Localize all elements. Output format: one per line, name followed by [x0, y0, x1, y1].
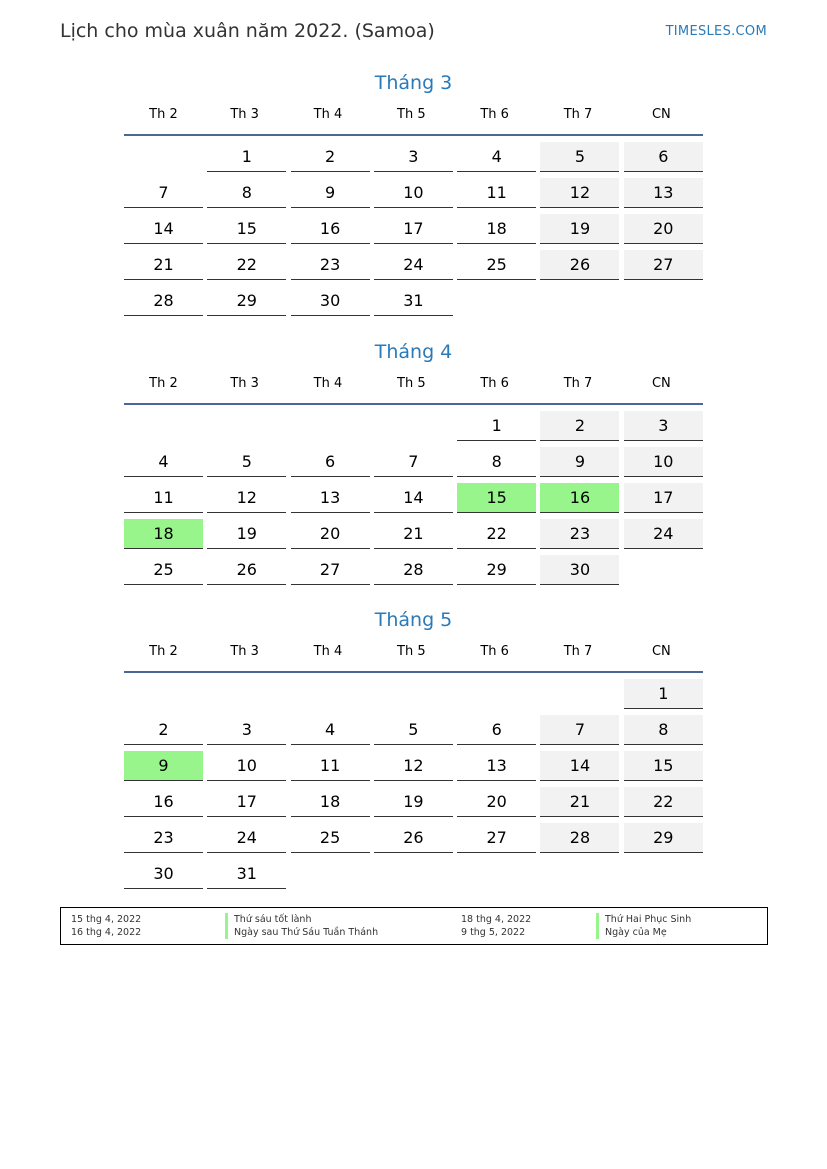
day-cell[interactable]: 26 [540, 250, 619, 280]
weekday-label: Th 4 [313, 644, 343, 659]
empty-cell [124, 679, 203, 709]
day-cell[interactable]: 18 [291, 787, 370, 817]
legend-date: 9 thg 5, 2022 [461, 927, 526, 938]
holiday-day-cell[interactable]: 9 [124, 751, 203, 781]
day-cell[interactable]: 3 [624, 411, 703, 441]
day-cell[interactable]: 24 [624, 519, 703, 549]
day-cell[interactable]: 11 [457, 178, 536, 208]
weekday-label: Th 3 [230, 107, 259, 122]
weekday-label: Th 7 [563, 376, 593, 391]
day-cell[interactable]: 8 [624, 715, 703, 745]
month-title: Tháng 3 [374, 72, 453, 94]
month-april [124, 337, 703, 585]
weekday-label: Th 7 [563, 644, 593, 659]
day-cell[interactable]: 4 [291, 715, 370, 745]
day-cell[interactable]: 13 [624, 178, 703, 208]
day-cell[interactable]: 13 [457, 751, 536, 781]
holiday-day-cell[interactable]: 18 [124, 519, 203, 549]
day-cell[interactable]: 19 [540, 214, 619, 244]
day-cell[interactable]: 22 [624, 787, 703, 817]
weekday-header [124, 98, 703, 136]
day-cell[interactable]: 9 [540, 447, 619, 477]
day-cell[interactable]: 17 [374, 214, 453, 244]
legend-holiday-name: Thứ Hai Phục Sinh [596, 913, 691, 926]
empty-cell [374, 411, 453, 441]
day-cell[interactable]: 28 [540, 823, 619, 853]
day-cell[interactable]: 16 [291, 214, 370, 244]
day-cell[interactable]: 14 [540, 751, 619, 781]
day-cell[interactable]: 8 [207, 178, 286, 208]
day-cell[interactable]: 14 [124, 214, 203, 244]
weekday-label: Th 6 [480, 107, 509, 122]
month-title: Tháng 4 [374, 341, 453, 363]
day-cell[interactable]: 6 [624, 142, 703, 172]
month-title: Tháng 5 [374, 609, 453, 631]
day-cell[interactable]: 19 [207, 519, 286, 549]
day-cell[interactable]: 30 [291, 286, 370, 316]
empty-cell [207, 411, 286, 441]
weekday-label: Th 5 [397, 376, 426, 391]
weekday-label: Th 5 [397, 644, 426, 659]
legend-holiday-name: Ngày của Mẹ [596, 926, 691, 939]
day-cell[interactable]: 31 [207, 859, 286, 889]
weekday-label: Th 2 [149, 376, 178, 391]
empty-cell [291, 679, 370, 709]
day-cell[interactable]: 25 [457, 250, 536, 280]
day-cell[interactable]: 24 [374, 250, 453, 280]
day-cell[interactable]: 4 [124, 447, 203, 477]
weekday-label: Th 3 [230, 644, 259, 659]
month-grid [124, 142, 703, 316]
day-cell[interactable]: 6 [457, 715, 536, 745]
empty-cell [124, 142, 203, 172]
month-grid [124, 411, 703, 585]
weekday-label: Th 7 [563, 107, 593, 122]
day-cell[interactable]: 7 [124, 178, 203, 208]
legend-dates-left [71, 913, 141, 939]
day-cell[interactable]: 11 [291, 751, 370, 781]
weekday-label: Th 4 [313, 107, 343, 122]
day-cell[interactable]: 21 [374, 519, 453, 549]
day-cell[interactable]: 21 [124, 250, 203, 280]
day-cell[interactable]: 20 [624, 214, 703, 244]
weekday-label: CN [651, 644, 671, 659]
legend-date: 15 thg 4, 2022 [71, 914, 142, 925]
day-cell[interactable]: 23 [540, 519, 619, 549]
day-cell[interactable]: 25 [124, 555, 203, 585]
legend-holiday-name: Thứ sáu tốt lành [225, 913, 378, 926]
empty-cell [207, 679, 286, 709]
legend-names-right [596, 913, 691, 939]
day-cell[interactable]: 7 [374, 447, 453, 477]
day-cell[interactable]: 21 [540, 787, 619, 817]
day-cell[interactable]: 28 [374, 555, 453, 585]
legend-dates-right [461, 913, 531, 939]
month-grid [124, 679, 703, 889]
weekday-label: Th 2 [149, 107, 178, 122]
day-cell[interactable]: 14 [374, 483, 453, 513]
empty-cell [457, 679, 536, 709]
day-cell[interactable]: 15 [207, 214, 286, 244]
day-cell[interactable]: 24 [207, 823, 286, 853]
empty-cell [291, 411, 370, 441]
day-cell[interactable]: 22 [457, 519, 536, 549]
day-cell[interactable]: 19 [374, 787, 453, 817]
day-cell[interactable]: 4 [457, 142, 536, 172]
day-cell[interactable]: 28 [124, 286, 203, 316]
day-cell[interactable]: 9 [291, 178, 370, 208]
weekday-label: Th 3 [230, 376, 259, 391]
day-cell[interactable]: 17 [207, 787, 286, 817]
page-title: Lịch cho mùa xuân năm 2022. (Samoa) [60, 20, 435, 42]
day-cell[interactable]: 11 [124, 483, 203, 513]
day-cell[interactable]: 12 [207, 483, 286, 513]
day-cell[interactable]: 3 [374, 142, 453, 172]
day-cell[interactable]: 7 [540, 715, 619, 745]
day-cell[interactable]: 6 [291, 447, 370, 477]
day-cell[interactable]: 25 [291, 823, 370, 853]
weekday-label: Th 2 [149, 644, 178, 659]
weekday-label: Th 6 [480, 644, 509, 659]
day-cell[interactable]: 10 [374, 178, 453, 208]
empty-cell [124, 411, 203, 441]
weekday-header [124, 367, 703, 405]
day-cell[interactable]: 1 [624, 679, 703, 709]
day-cell[interactable]: 10 [624, 447, 703, 477]
empty-cell [540, 679, 619, 709]
holiday-legend [60, 907, 768, 945]
day-cell[interactable]: 12 [374, 751, 453, 781]
legend-date: 18 thg 4, 2022 [461, 914, 532, 925]
day-cell[interactable]: 15 [624, 751, 703, 781]
weekday-label: Th 4 [313, 376, 343, 391]
day-cell[interactable]: 3 [207, 715, 286, 745]
weekday-label: Th 5 [397, 107, 426, 122]
day-cell[interactable]: 20 [457, 787, 536, 817]
month-march [124, 68, 703, 316]
day-cell[interactable]: 10 [207, 751, 286, 781]
day-cell[interactable]: 8 [457, 447, 536, 477]
day-cell[interactable]: 12 [540, 178, 619, 208]
day-cell[interactable]: 29 [207, 286, 286, 316]
weekday-label: CN [651, 107, 671, 122]
day-cell[interactable]: 17 [624, 483, 703, 513]
day-cell[interactable]: 26 [374, 823, 453, 853]
day-cell[interactable]: 13 [291, 483, 370, 513]
legend-holiday-name: Ngày sau Thứ Sáu Tuần Thánh [225, 926, 378, 939]
holiday-day-cell[interactable]: 15 [457, 483, 536, 513]
day-cell[interactable]: 23 [291, 250, 370, 280]
day-cell[interactable]: 29 [457, 555, 536, 585]
day-cell[interactable]: 30 [540, 555, 619, 585]
day-cell[interactable]: 16 [124, 787, 203, 817]
day-cell[interactable]: 5 [374, 715, 453, 745]
brand-link[interactable]: TIMESLES.COM [665, 24, 767, 39]
day-cell[interactable]: 27 [457, 823, 536, 853]
day-cell[interactable]: 1 [207, 142, 286, 172]
day-cell[interactable]: 18 [457, 214, 536, 244]
day-cell[interactable]: 26 [207, 555, 286, 585]
day-cell[interactable]: 5 [207, 447, 286, 477]
day-cell[interactable]: 30 [124, 859, 203, 889]
day-cell[interactable]: 31 [374, 286, 453, 316]
empty-cell [374, 679, 453, 709]
weekday-label: CN [651, 376, 671, 391]
day-cell[interactable]: 20 [291, 519, 370, 549]
day-cell[interactable]: 2 [540, 411, 619, 441]
day-cell[interactable]: 2 [124, 715, 203, 745]
day-cell[interactable]: 5 [540, 142, 619, 172]
day-cell[interactable]: 23 [124, 823, 203, 853]
weekday-label: Th 6 [480, 376, 509, 391]
legend-names-left [225, 913, 378, 939]
month-may [124, 605, 703, 889]
day-cell[interactable]: 2 [291, 142, 370, 172]
day-cell[interactable]: 22 [207, 250, 286, 280]
legend-date: 16 thg 4, 2022 [71, 927, 142, 938]
day-cell[interactable]: 27 [624, 250, 703, 280]
day-cell[interactable]: 1 [457, 411, 536, 441]
holiday-day-cell[interactable]: 16 [540, 483, 619, 513]
weekday-header [124, 635, 703, 673]
day-cell[interactable]: 27 [291, 555, 370, 585]
day-cell[interactable]: 29 [624, 823, 703, 853]
